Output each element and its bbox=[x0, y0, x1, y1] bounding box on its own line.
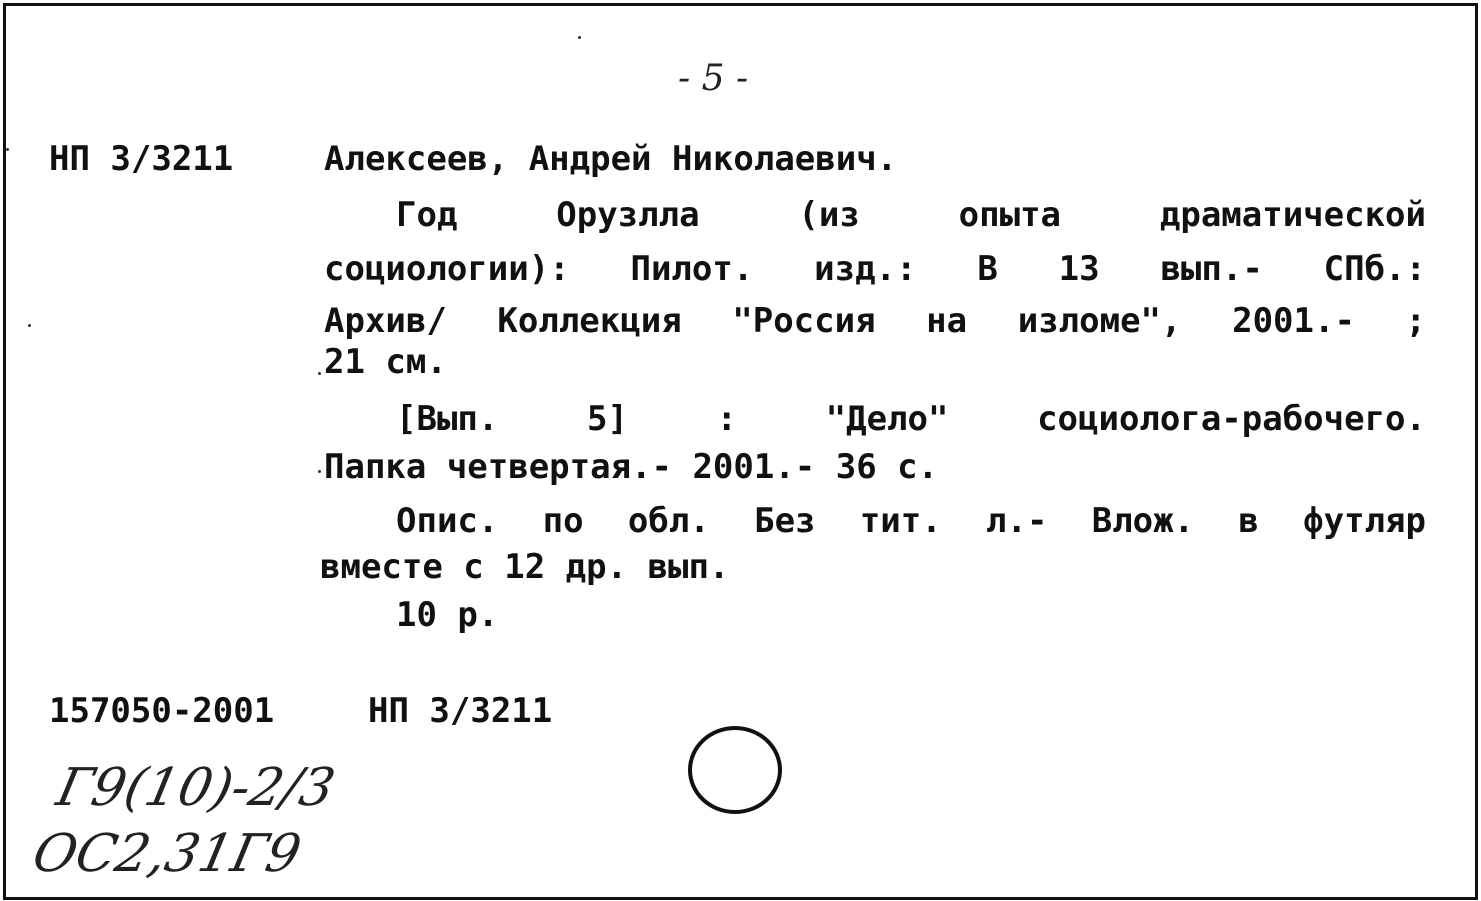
speck bbox=[28, 324, 31, 327]
speck bbox=[318, 372, 321, 375]
shelfmark: НП 3/3211 bbox=[49, 139, 234, 179]
title-line-4: 21 см. bbox=[324, 342, 447, 382]
price: 10 р. bbox=[396, 595, 499, 635]
title-line-3: Архив/ Коллекция "Россия на изломе", 2001.- ; bbox=[324, 301, 1426, 341]
note-line-2: вместе с 12 др. вып. bbox=[320, 547, 730, 587]
stamp-circle bbox=[688, 726, 782, 814]
note-line-1: Опис. по обл. Без тит. л.- Влож. в футляр bbox=[396, 501, 1426, 541]
handwritten-code: ОС2,31Г9 bbox=[27, 824, 307, 884]
speck bbox=[578, 36, 581, 39]
accession-number: 157050-2001 bbox=[49, 691, 275, 731]
handwritten-classification: Г9(10)-2/3 bbox=[51, 758, 340, 818]
author: Алексеев, Андрей Николаевич. bbox=[324, 139, 898, 179]
title-line-2: социологии): Пилот. изд.: В 13 вып.- СПб.: bbox=[324, 249, 1426, 289]
speck bbox=[6, 148, 9, 151]
speck bbox=[318, 470, 321, 473]
volume-line-1: [Вып. 5] : "Дело" социолога-рабочего. bbox=[396, 399, 1426, 439]
volume-line-2: Папка четвертая.- 2001.- 36 с. bbox=[324, 447, 939, 487]
shelfmark-footer: НП 3/3211 bbox=[368, 691, 553, 731]
page-number-mark: - 5 - bbox=[678, 58, 749, 99]
title-line-1: Год Орузлла (из опыта драматической bbox=[396, 195, 1426, 235]
catalog-card bbox=[3, 3, 1478, 900]
